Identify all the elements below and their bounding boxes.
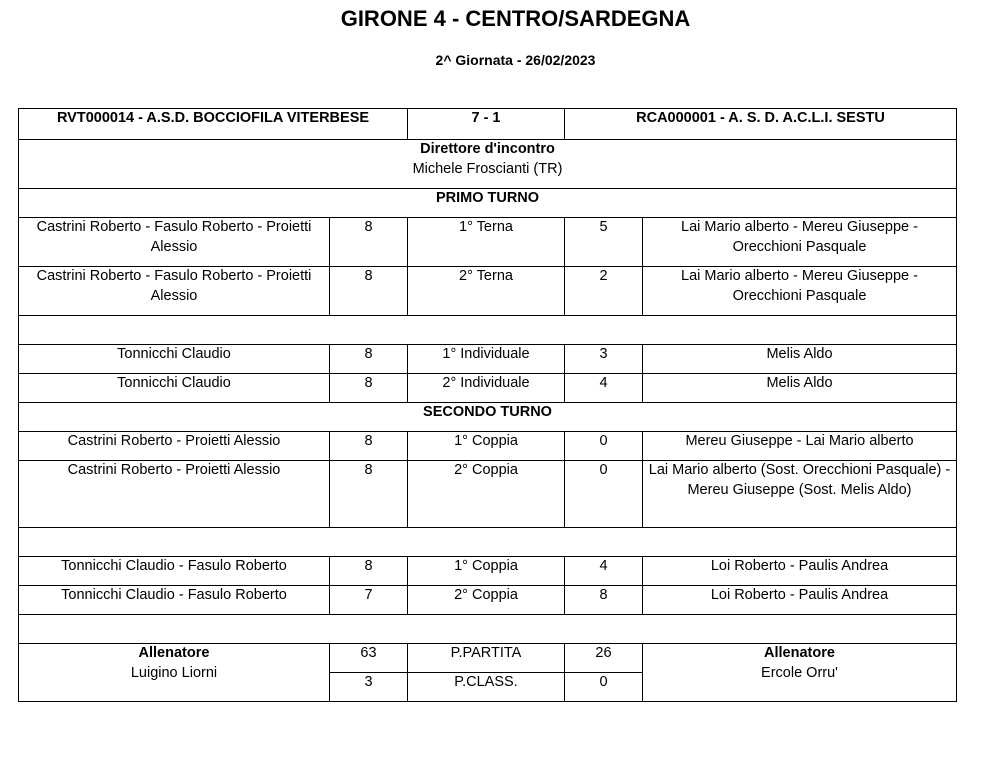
match-header-row (19, 109, 957, 140)
spacer-row (19, 615, 957, 644)
table-row (19, 345, 957, 374)
game-type: 1° Individuale (408, 345, 565, 374)
spacer-cell (19, 528, 957, 557)
away-score: 0 (565, 461, 643, 528)
spacer-cell (19, 615, 957, 644)
home-players: Castrini Roberto - Fasulo Roberto - Proietti Alessio (19, 267, 330, 316)
home-players: Castrini Roberto - Proietti Alessio (19, 461, 330, 528)
table-row (19, 557, 957, 586)
away-players: Lai Mario alberto (Sost. Orecchioni Pasquale) - Mereu Giuseppe (Sost. Melis Aldo) (643, 461, 957, 528)
home-players: Castrini Roberto - Fasulo Roberto - Proietti Alessio (19, 218, 330, 267)
away-coach-cell (643, 644, 957, 702)
director-label: Direttore d'incontro (420, 141, 555, 157)
table-row (19, 586, 957, 615)
home-players: Tonnicchi Claudio - Fasulo Roberto (19, 557, 330, 586)
director-cell (19, 140, 957, 189)
home-team: RVT000014 - A.S.D. BOCCIOFILA VITERBESE (19, 109, 408, 140)
home-score: 8 (330, 432, 408, 461)
away-players: Mereu Giuseppe - Lai Mario alberto (643, 432, 957, 461)
section-primo-turno: PRIMO TURNO (19, 189, 957, 218)
section-secondo-turno: SECONDO TURNO (19, 403, 957, 432)
game-type: 1° Terna (408, 218, 565, 267)
table-row (19, 461, 957, 528)
match-report-table (18, 108, 957, 702)
home-class-points: 3 (330, 673, 408, 702)
away-score: 3 (565, 345, 643, 374)
away-team: RCA000001 - A. S. D. A.C.L.I. SESTU (565, 109, 957, 140)
section-row (19, 189, 957, 218)
away-score: 5 (565, 218, 643, 267)
match-score: 7 - 1 (408, 109, 565, 140)
home-score: 8 (330, 374, 408, 403)
away-score: 0 (565, 432, 643, 461)
game-type: 2° Coppia (408, 586, 565, 615)
spacer-cell (19, 316, 957, 345)
home-score: 8 (330, 345, 408, 374)
spacer-row (19, 528, 957, 557)
home-players: Tonnicchi Claudio (19, 374, 330, 403)
away-players: Melis Aldo (643, 374, 957, 403)
game-type: 2° Terna (408, 267, 565, 316)
away-players: Loi Roberto - Paulis Andrea (643, 586, 957, 615)
away-partita-points: 26 (565, 644, 643, 673)
away-coach-name: Ercole Orru' (761, 664, 838, 681)
away-score: 4 (565, 557, 643, 586)
home-partita-points: 63 (330, 644, 408, 673)
footer-row-partita (19, 644, 957, 673)
away-players: Melis Aldo (643, 345, 957, 374)
home-players: Tonnicchi Claudio - Fasulo Roberto (19, 586, 330, 615)
away-score: 2 (565, 267, 643, 316)
home-players: Castrini Roberto - Proietti Alessio (19, 432, 330, 461)
home-coach-cell (19, 644, 330, 702)
director-name: Michele Froscianti (TR) (412, 160, 563, 177)
section-row (19, 403, 957, 432)
home-coach-label: Allenatore (138, 645, 210, 661)
away-score: 4 (565, 374, 643, 403)
away-class-points: 0 (565, 673, 643, 702)
away-score: 8 (565, 586, 643, 615)
away-players: Loi Roberto - Paulis Andrea (643, 557, 957, 586)
page-subtitle: 2^ Giornata - 26/02/2023 (435, 52, 596, 68)
spacer-row (19, 316, 957, 345)
table-row (19, 267, 957, 316)
home-score: 8 (330, 557, 408, 586)
game-type: 2° Coppia (408, 461, 565, 528)
home-coach-name: Luigino Liorni (130, 664, 218, 681)
director-row (19, 140, 957, 189)
game-type: 2° Individuale (408, 374, 565, 403)
table-row (19, 218, 957, 267)
table-row (19, 432, 957, 461)
partita-label: P.PARTITA (408, 644, 565, 673)
away-players: Lai Mario alberto - Mereu Giuseppe - Orecchioni Pasquale (643, 267, 957, 316)
game-type: 1° Coppia (408, 432, 565, 461)
page-title: GIRONE 4 - CENTRO/SARDEGNA (340, 6, 691, 31)
home-score: 7 (330, 586, 408, 615)
away-players: Lai Mario alberto - Mereu Giuseppe - Orecchioni Pasquale (643, 218, 957, 267)
game-type: 1° Coppia (408, 557, 565, 586)
home-score: 8 (330, 461, 408, 528)
class-label: P.CLASS. (408, 673, 565, 702)
home-score: 8 (330, 267, 408, 316)
home-players: Tonnicchi Claudio (19, 345, 330, 374)
table-row (19, 374, 957, 403)
home-score: 8 (330, 218, 408, 267)
away-coach-label: Allenatore (764, 645, 835, 661)
